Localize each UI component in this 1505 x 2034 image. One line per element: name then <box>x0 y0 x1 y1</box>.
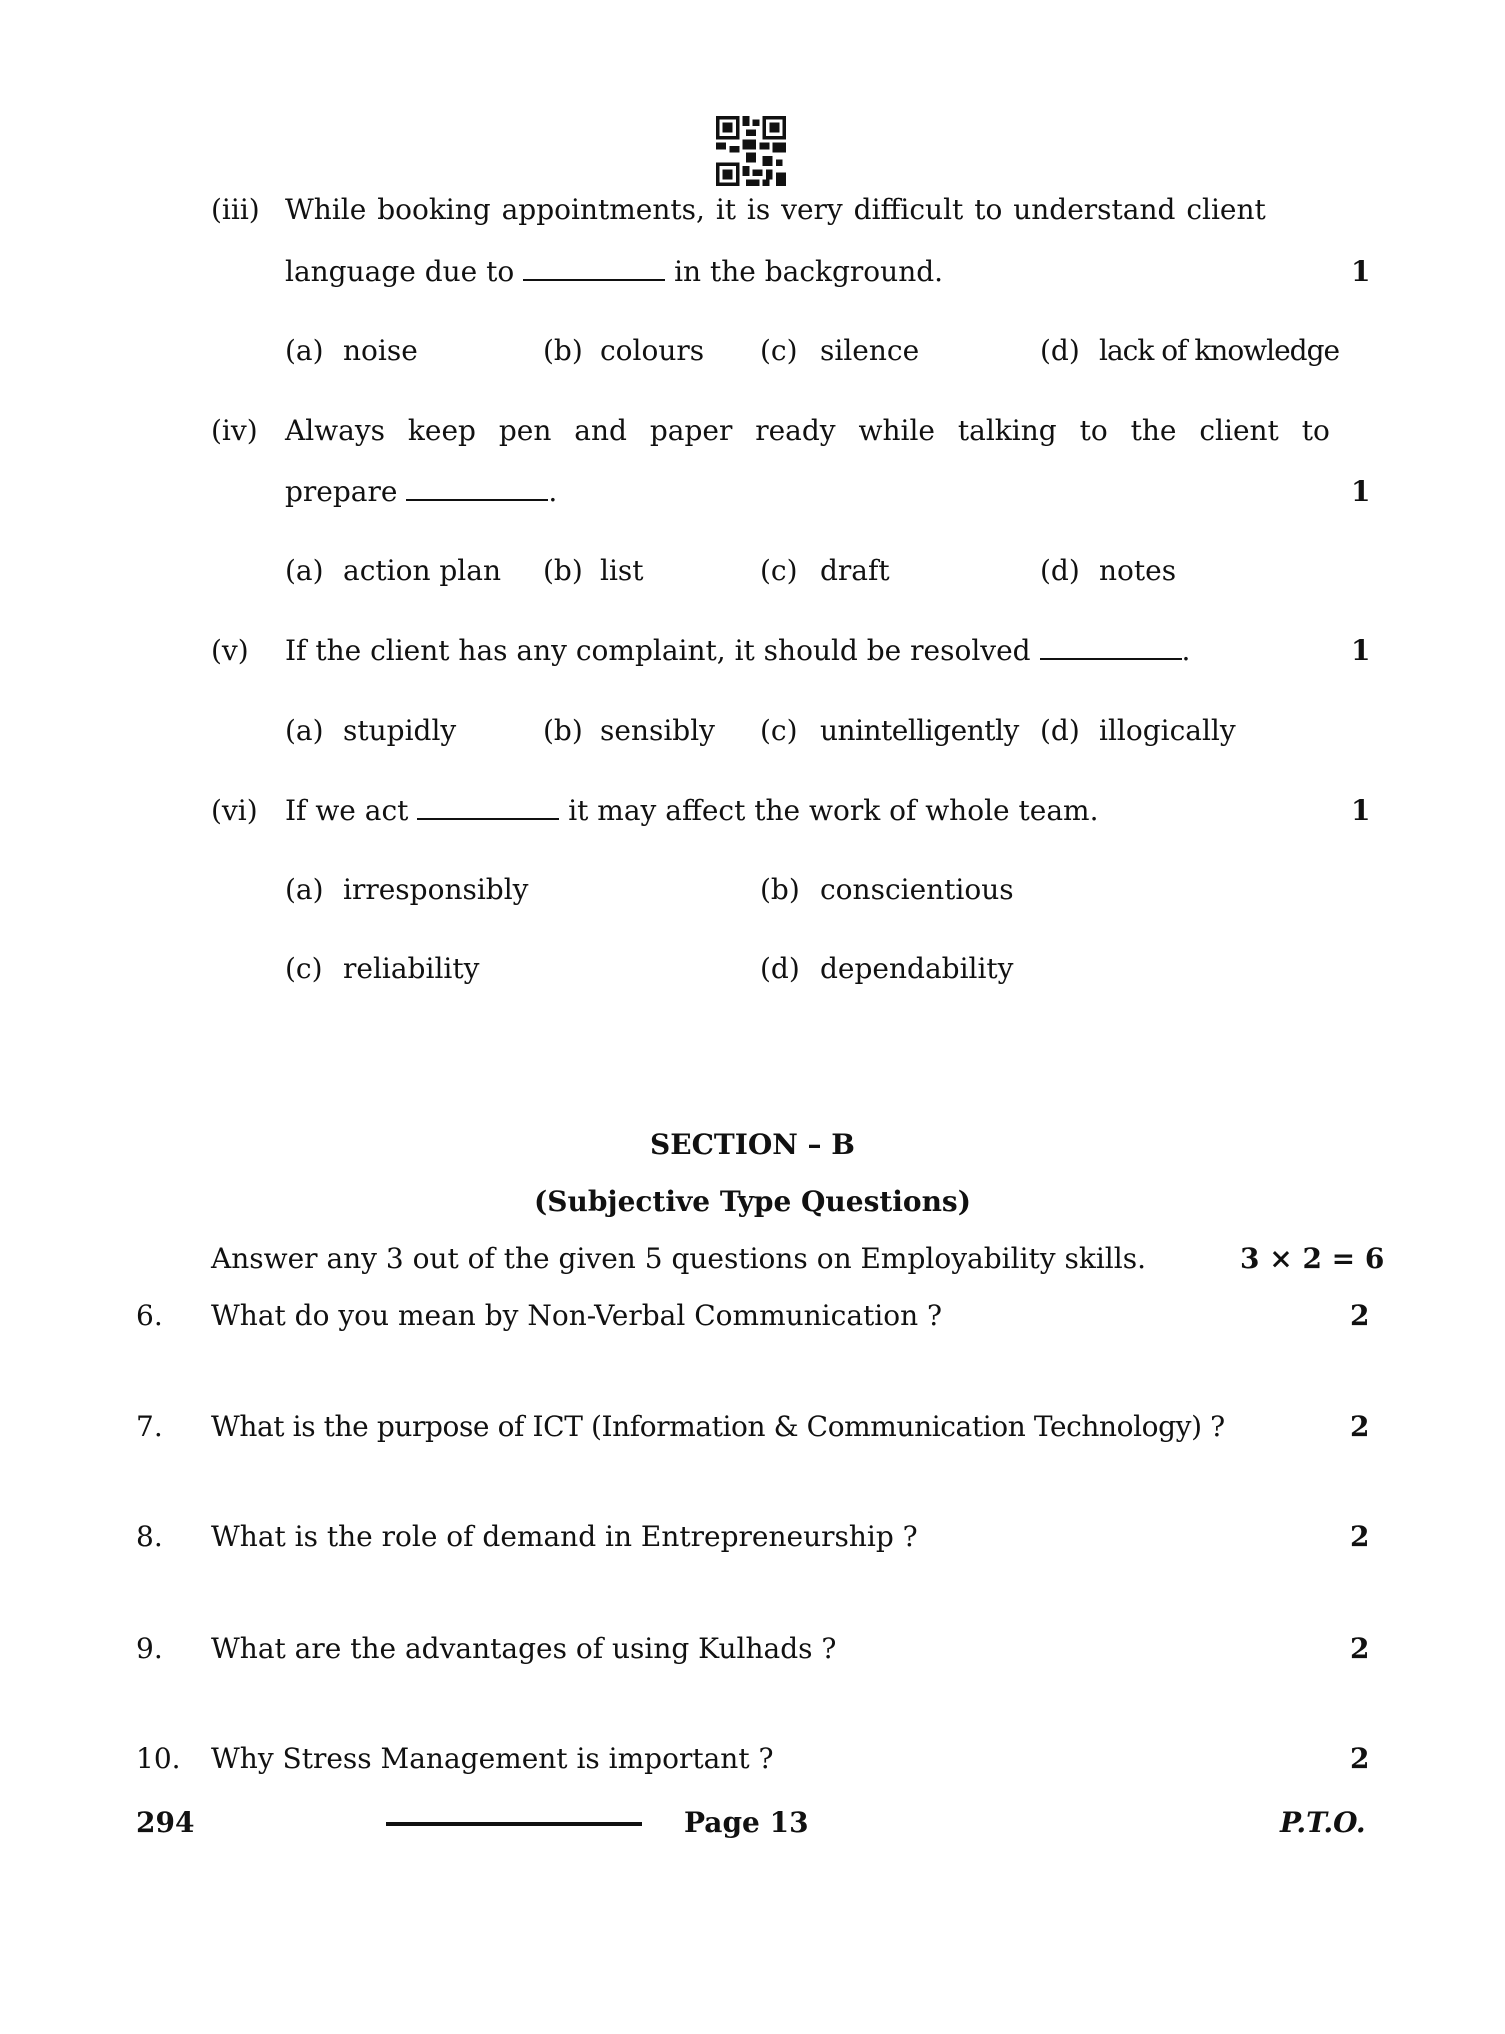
pto-label: P.T.O. <box>1280 1806 1366 1839</box>
option-b: colours <box>600 334 705 367</box>
marks: 2 <box>1350 1410 1370 1443</box>
option-d-label: (d) <box>1040 554 1080 587</box>
option-c-label: (c) <box>760 554 798 587</box>
option-a: irresponsibly <box>343 873 529 906</box>
option-c: unintelligently <box>820 714 1019 747</box>
option-a-label: (a) <box>285 334 324 367</box>
option-a: noise <box>343 334 418 367</box>
option-b-label: (b) <box>543 334 583 367</box>
option-a: action plan <box>343 554 501 587</box>
question-text: If we act it may affect the work of whole team. <box>285 794 1099 827</box>
question-text: Why Stress Management is important ? <box>211 1742 774 1775</box>
option-d: dependability <box>820 952 1014 985</box>
option-a-label: (a) <box>285 714 324 747</box>
option-b: conscientious <box>820 873 1014 906</box>
option-d-label: (d) <box>1040 714 1080 747</box>
section-subtitle: (Subjective Type Questions) <box>534 1185 971 1218</box>
blank-line <box>523 257 665 281</box>
option-c: reliability <box>343 952 480 985</box>
question-number: 10. <box>136 1742 181 1775</box>
option-b-label: (b) <box>760 873 800 906</box>
question-text: What are the advantages of using Kulhads ? <box>211 1632 837 1665</box>
question-number: 7. <box>136 1410 163 1443</box>
marks: 2 <box>1350 1742 1370 1775</box>
question-number: 8. <box>136 1520 163 1553</box>
question-text: What do you mean by Non-Verbal Communication ? <box>211 1299 943 1332</box>
question-text-line2: language due to in the background. <box>285 255 944 288</box>
qr-code-icon <box>716 116 786 186</box>
question-text: If the client has any complaint, it should be resolved . <box>285 634 1191 667</box>
blank-line <box>406 477 548 501</box>
marks: 2 <box>1350 1299 1370 1332</box>
section-title: SECTION – B <box>650 1128 855 1161</box>
option-d: illogically <box>1099 714 1236 747</box>
option-c: silence <box>820 334 920 367</box>
question-text: Always keep pen and paper ready while talking to the client to <box>285 414 1330 447</box>
option-a-label: (a) <box>285 873 324 906</box>
marks: 2 <box>1350 1632 1370 1665</box>
marks: 1 <box>1351 634 1371 667</box>
item-label: (v) <box>211 634 249 667</box>
option-c-label: (c) <box>760 714 798 747</box>
footer-rule <box>386 1822 642 1826</box>
option-d-label: (d) <box>760 952 800 985</box>
option-b-label: (b) <box>543 714 583 747</box>
question-text-line2: prepare . <box>285 475 558 508</box>
item-label: (iii) <box>211 193 260 226</box>
item-label: (vi) <box>211 794 258 827</box>
option-c-label: (c) <box>285 952 323 985</box>
question-number: 6. <box>136 1299 163 1332</box>
marks: 2 <box>1350 1520 1370 1553</box>
option-b-label: (b) <box>543 554 583 587</box>
question-text: While booking appointments, it is very difficult to understand client <box>285 193 1266 226</box>
marks: 1 <box>1351 475 1371 508</box>
blank-line <box>417 796 559 820</box>
option-d-label: (d) <box>1040 334 1080 367</box>
marks: 1 <box>1351 255 1371 288</box>
option-c-label: (c) <box>760 334 798 367</box>
question-text: What is the purpose of ICT (Information & Communication Technology) ? <box>211 1410 1225 1443</box>
option-c: draft <box>820 554 890 587</box>
blank-line <box>1040 636 1182 660</box>
item-label: (iv) <box>211 414 258 447</box>
option-b: list <box>600 554 644 587</box>
option-d: notes <box>1099 554 1177 587</box>
option-b: sensibly <box>600 714 715 747</box>
paper-code: 294 <box>136 1806 195 1839</box>
section-marks: 3 × 2 = 6 <box>1240 1242 1385 1275</box>
option-a-label: (a) <box>285 554 324 587</box>
section-instruction: Answer any 3 out of the given 5 questions on Employability skills. <box>211 1242 1146 1275</box>
question-text: What is the role of demand in Entrepreneurship ? <box>211 1520 918 1553</box>
question-number: 9. <box>136 1632 163 1665</box>
option-a: stupidly <box>343 714 457 747</box>
marks: 1 <box>1351 794 1371 827</box>
page-number: Page 13 <box>684 1806 809 1839</box>
option-d: lack of knowledge <box>1099 334 1340 367</box>
